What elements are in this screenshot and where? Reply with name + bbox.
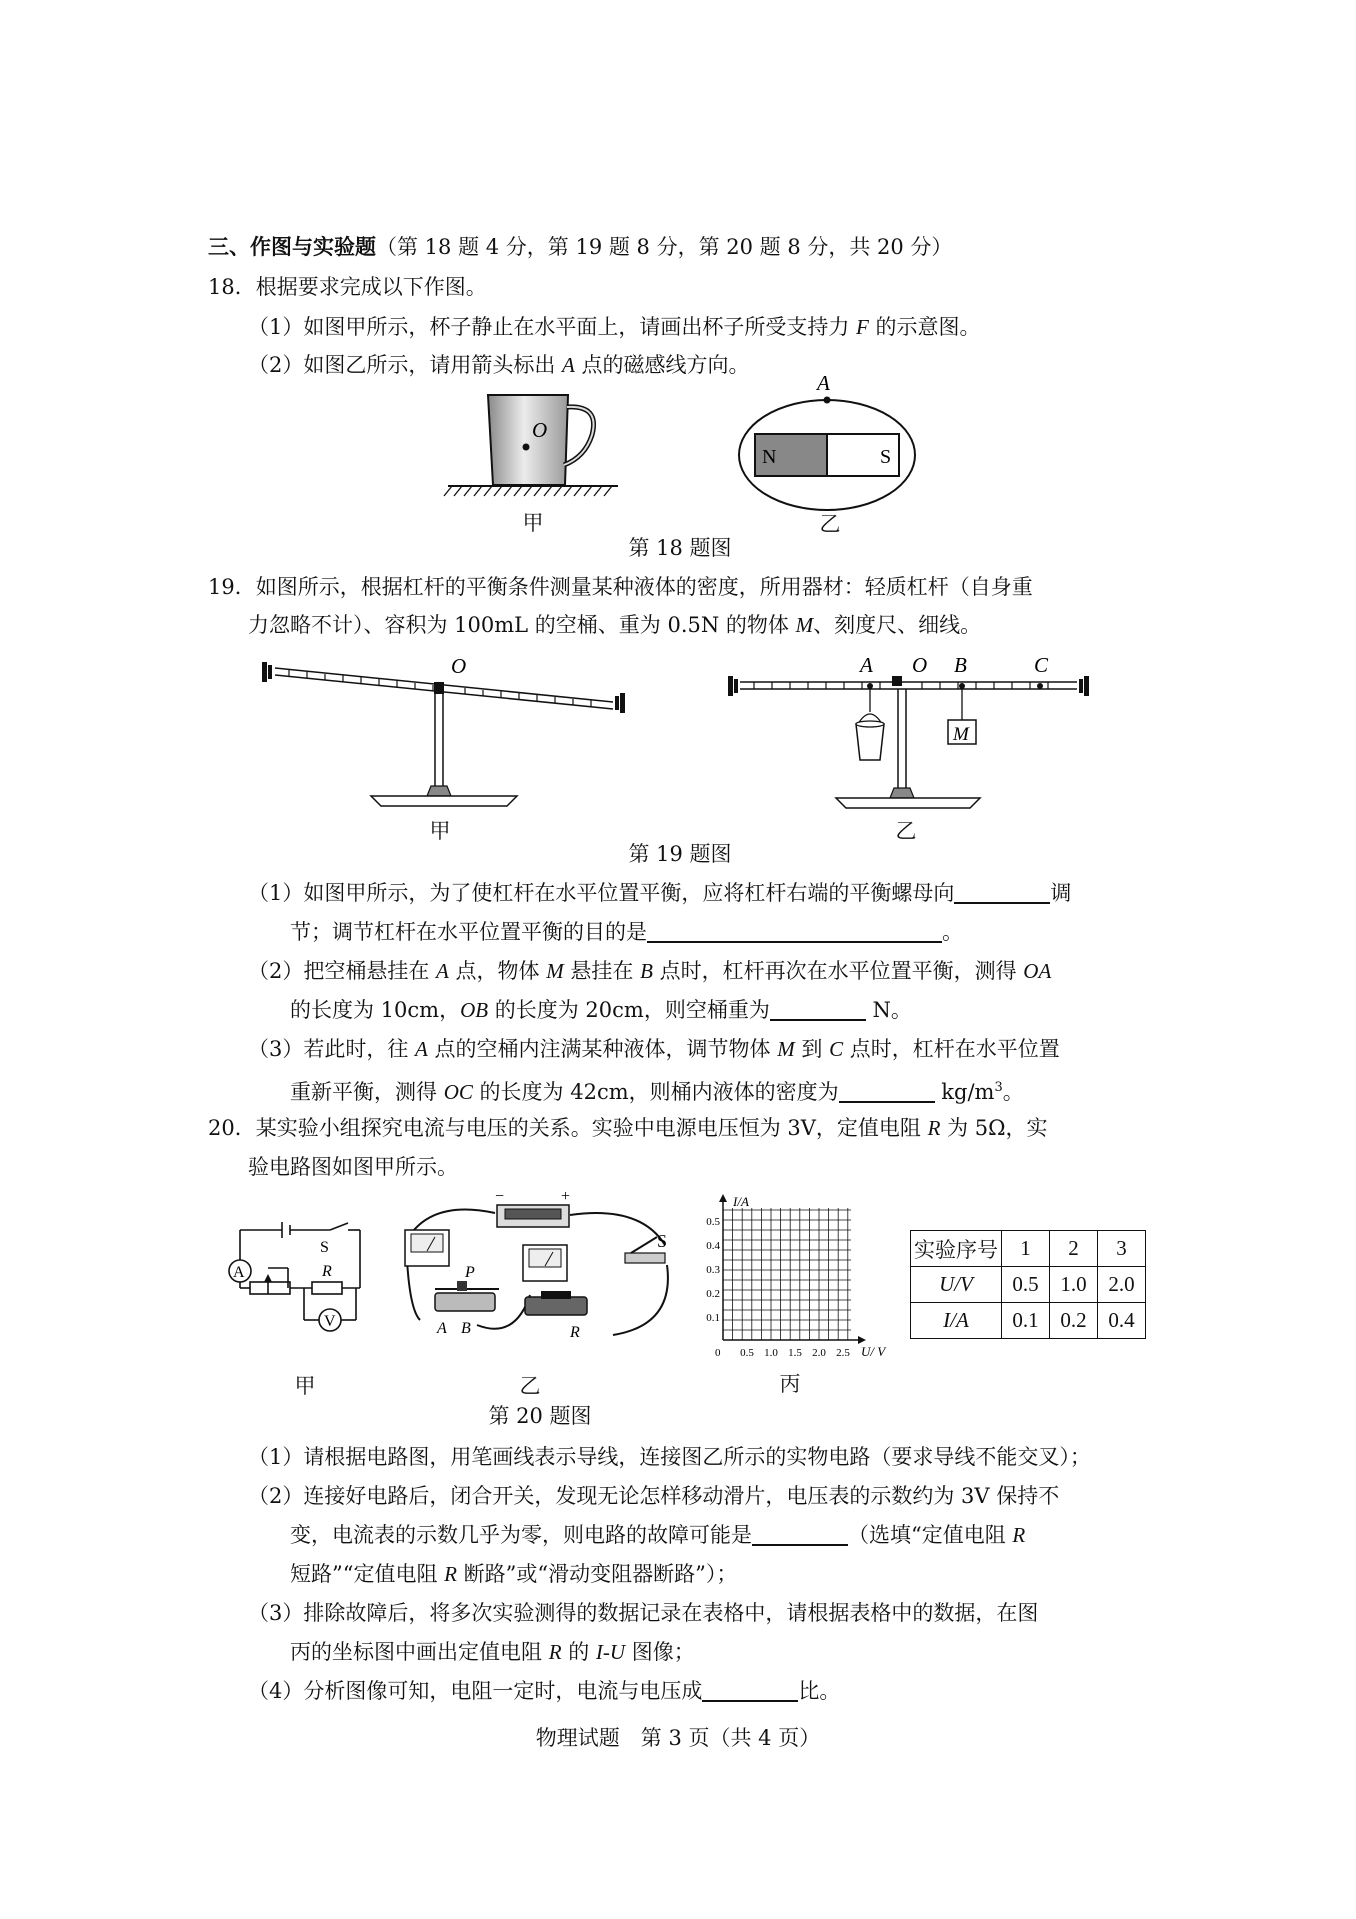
terminal-b-label: B bbox=[461, 1320, 471, 1337]
table-row bbox=[911, 1267, 1146, 1303]
q19-figure-caption: 第 19 题图 bbox=[628, 842, 732, 866]
table-row bbox=[911, 1303, 1146, 1339]
q18-stem: 18．根据要求完成以下作图。 bbox=[208, 275, 487, 299]
q20-figure-caption: 第 20 题图 bbox=[488, 1404, 592, 1428]
ground-hatch bbox=[444, 486, 612, 496]
rheostat-device bbox=[435, 1281, 499, 1311]
resistor-device bbox=[525, 1291, 587, 1315]
x-tick-label: 1.5 bbox=[788, 1347, 802, 1359]
section-scoring: （第 18 题 4 分，第 19 题 8 分，第 20 题 8 分，共 20 分） bbox=[376, 235, 953, 259]
table-row bbox=[911, 1231, 1146, 1267]
cup-label-o: O bbox=[532, 418, 548, 442]
y-tick-label: 0.1 bbox=[706, 1312, 720, 1324]
x-tick-label: 2.0 bbox=[812, 1347, 826, 1359]
table-cell: 0.1 bbox=[1002, 1303, 1050, 1339]
q20-part1: （1）请根据电路图，用笔画线表示导线，连接图乙所示的实物电路（要求导线不能交叉）； bbox=[248, 1445, 1091, 1469]
cup-center-point bbox=[523, 444, 530, 451]
label-a: A bbox=[817, 375, 830, 395]
level-lever bbox=[728, 676, 1089, 696]
point-a bbox=[824, 397, 831, 404]
resistor-label: R bbox=[570, 1324, 580, 1341]
voltmeter-device bbox=[523, 1245, 567, 1281]
terminal-a-label: A bbox=[437, 1320, 447, 1337]
q20-part3-line1: （3）排除故障后，将多次实验测得的数据记录在表格中，请根据表格中的数据，在图 bbox=[248, 1601, 1039, 1625]
q20-fig-yi-caption: 乙 bbox=[519, 1374, 541, 1398]
q20-fig-bing-caption: 丙 bbox=[779, 1372, 801, 1396]
q19-lever-tilted-figure bbox=[255, 648, 625, 818]
resistor-label: R bbox=[322, 1263, 332, 1280]
table-cell: I/A bbox=[911, 1303, 1002, 1339]
table-header-cell: 2 bbox=[1050, 1231, 1098, 1267]
y-axis-label: I/A bbox=[733, 1194, 749, 1209]
stand-base bbox=[836, 798, 980, 808]
q20-stem-line1: 20．某实验小组探究电流与电压的关系。实验中电源电压恒为 3V，定值电阻 R 为 5Ω，实 bbox=[208, 1116, 1048, 1140]
y-tick-label: 0.2 bbox=[706, 1288, 720, 1300]
q20-stem-line2: 验电路图如图甲所示。 bbox=[248, 1155, 458, 1179]
answer-blank-direction[interactable] bbox=[954, 880, 1050, 904]
point-b bbox=[959, 683, 965, 689]
q20-iu-graph bbox=[695, 1192, 895, 1362]
q18-magnet-figure bbox=[735, 375, 925, 525]
voltmeter-label: V bbox=[324, 1313, 336, 1330]
label-c: C bbox=[1034, 653, 1049, 677]
table-cell: 0.2 bbox=[1050, 1303, 1098, 1339]
pivot-o bbox=[892, 676, 902, 686]
y-tick-label: 0.5 bbox=[706, 1216, 720, 1228]
q19-fig-jia-caption: 甲 bbox=[429, 819, 451, 843]
q19-part3-line2: 重新平衡，测得 OC 的长度为 42cm，则桶内液体的密度为 $kg/m^3$。 bbox=[290, 1080, 1024, 1104]
y-tick-label: 0.4 bbox=[706, 1240, 720, 1252]
slider-label: P bbox=[465, 1264, 475, 1281]
point-c bbox=[1037, 683, 1043, 689]
section-header bbox=[208, 232, 952, 262]
q20-part2-line1: （2）连接好电路后，闭合开关，发现无论怎样移动滑片，电压表的示数约为 3V 保持不 bbox=[248, 1484, 1060, 1508]
section-title: 三、作图与实验题 bbox=[208, 234, 376, 259]
q20-part4: （4）分析图像可知，电阻一定时，电流与电压成 比。 bbox=[248, 1679, 841, 1703]
label-n: N bbox=[762, 446, 777, 468]
table-header-cell: 1 bbox=[1002, 1231, 1050, 1267]
x-tick-label: 2.5 bbox=[836, 1347, 850, 1359]
q20-physical-circuit bbox=[395, 1185, 690, 1360]
q19-part1-line1: （1）如图甲所示，为了使杠杆在水平位置平衡，应将杠杆右端的平衡螺母向 调 bbox=[248, 881, 1072, 905]
x-tick-label: 0.5 bbox=[740, 1347, 754, 1359]
answer-blank-bucket-weight[interactable] bbox=[770, 997, 866, 1021]
q19-fig-yi-caption: 乙 bbox=[895, 819, 917, 843]
label-o: O bbox=[451, 654, 467, 678]
q20-part3-line2: 丙的坐标图中画出定值电阻 R 的 I-U 图像； bbox=[290, 1640, 695, 1664]
q19-stem-line1: 19．如图所示，根据杠杆的平衡条件测量某种液体的密度，所用器材：轻质杠杆（自身重 bbox=[208, 575, 1033, 599]
table-header-cell: 实验序号 bbox=[911, 1231, 1002, 1267]
q19-stem-line2: 力忽略不计）、容积为 100mL 的空桶、重为 0.5N 的物体 M、刻度尺、细线。 bbox=[248, 613, 982, 637]
switch-label: S bbox=[320, 1239, 329, 1256]
ammeter-device bbox=[405, 1230, 449, 1266]
label-m: M bbox=[953, 724, 969, 745]
label-o: O bbox=[912, 653, 928, 677]
graph-grid bbox=[723, 1208, 851, 1340]
ammeter-label: A bbox=[233, 1264, 245, 1281]
answer-blank-density[interactable] bbox=[839, 1079, 935, 1103]
q18-figure-caption: 第 18 题图 bbox=[628, 536, 732, 560]
q19-part2-line1: （2）把空桶悬挂在 A 点，物体 M 悬挂在 B 点时，杠杆再次在水平位置平衡，测得 OA bbox=[248, 959, 1052, 983]
table-cell: 0.5 bbox=[1002, 1267, 1050, 1303]
battery-minus: − bbox=[495, 1188, 505, 1205]
q20-part2-line3: 短路”“定值电阻 R 断路”或“滑动变阻器断路”）； bbox=[290, 1562, 738, 1586]
answer-blank-relation[interactable] bbox=[702, 1678, 798, 1702]
table-cell: 1.0 bbox=[1050, 1267, 1098, 1303]
bucket bbox=[856, 689, 884, 760]
q18-fig-yi-caption: 乙 bbox=[819, 512, 841, 536]
table-cell: U/V bbox=[911, 1267, 1002, 1303]
x-axis-label: U/ V bbox=[861, 1344, 886, 1359]
q20-part2-line2: 变，电流表的示数几乎为零，则电路的故障可能是 （选填“定值电阻 R bbox=[290, 1523, 1026, 1547]
stand-base bbox=[371, 796, 517, 806]
label-b: B bbox=[954, 653, 967, 677]
cup-body bbox=[488, 395, 568, 485]
q20-circuit-diagram bbox=[220, 1222, 370, 1342]
q18-part1: （1）如图甲所示，杯子静止在水平面上，请画出杯子所受支持力 F 的示意图。 bbox=[248, 315, 981, 339]
q20-data-table bbox=[910, 1230, 1146, 1339]
label-a: A bbox=[860, 653, 873, 677]
origin-label: 0 bbox=[715, 1347, 721, 1359]
table-cell: 2.0 bbox=[1098, 1267, 1146, 1303]
x-tick-label: 1.0 bbox=[764, 1347, 778, 1359]
pivot-o bbox=[434, 682, 444, 694]
q18-fig-jia-caption: 甲 bbox=[522, 511, 544, 535]
answer-blank-purpose[interactable] bbox=[647, 919, 942, 943]
label-s: S bbox=[880, 446, 892, 468]
table-cell: 0.4 bbox=[1098, 1303, 1146, 1339]
q18-part2: （2）如图乙所示，请用箭头标出 A 点的磁感线方向。 bbox=[248, 353, 750, 377]
battery-plus: + bbox=[561, 1188, 571, 1205]
answer-blank-fault[interactable] bbox=[752, 1522, 848, 1546]
point-a bbox=[867, 683, 873, 689]
q19-part3-line1: （3）若此时，往 A 点的空桶内注满某种液体，调节物体 M 到 C 点时，杠杆在水平位置 bbox=[248, 1037, 1060, 1061]
y-tick-label: 0.3 bbox=[706, 1264, 720, 1276]
q19-lever-level-figure bbox=[722, 652, 1092, 822]
switch-label: S bbox=[657, 1231, 668, 1251]
q19-part2-line2: 的长度为 10cm，OB 的长度为 20cm，则空桶重为 N。 bbox=[290, 998, 912, 1022]
q20-fig-jia-caption: 甲 bbox=[294, 1374, 316, 1398]
page-footer: 物理试题 第 3 页（共 4 页） bbox=[535, 1726, 821, 1750]
table-header-cell: 3 bbox=[1098, 1231, 1146, 1267]
q19-part1-line2: 节；调节杠杆在水平位置平衡的目的是 。 bbox=[290, 920, 963, 944]
